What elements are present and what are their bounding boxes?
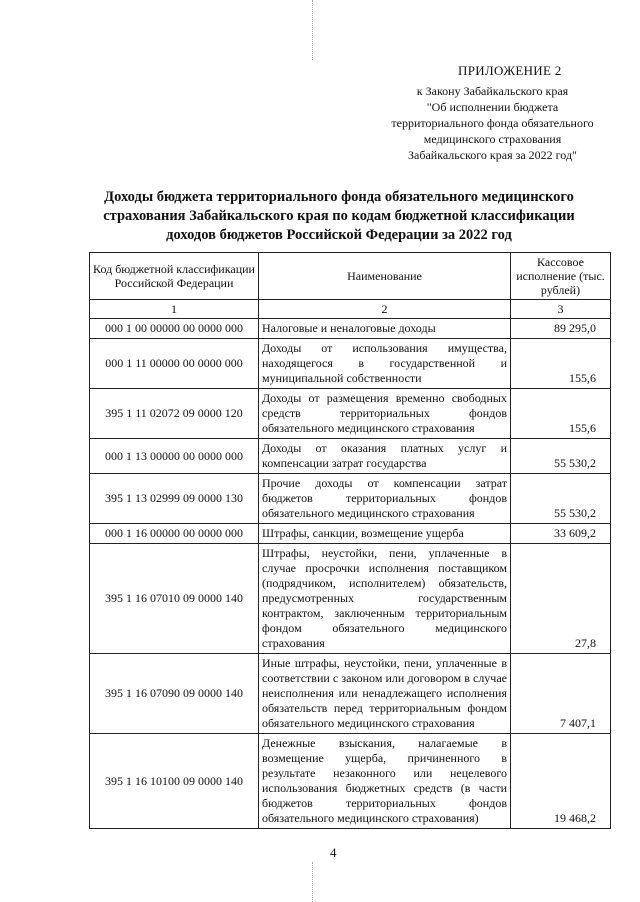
name-cell: Доходы от оказания платных услуг и компенсации затрат государства [259,439,511,474]
name-cell: Денежные взыскания, налагаемые в возмещение ущерба, причиненного в результате незаконного или нецелевого использования бюджетных средств (в части бюджетов территориальных фондов обязательного медицинского страхования) [259,734,511,829]
table-body [90,319,611,829]
reference-line: к Закону Забайкальского края [416,84,569,98]
code-cell: 000 1 13 00000 00 0000 000 [90,439,259,474]
reference-line: "Об исполнении бюджета [426,100,559,114]
page-number: 4 [330,845,337,860]
document-title [84,188,594,245]
amount-cell: 155,6 [511,339,611,389]
table-row [90,544,611,654]
code-cell: 395 1 11 02072 09 0000 120 [90,389,259,439]
reference-line: медицинского страхования [423,132,562,146]
scan-fold-line [312,862,313,902]
title-line: страхования Забайкальского края по кодам бюджетной классификации [103,208,575,224]
name-cell: Иные штрафы, неустойки, пени, уплаченные в соответствии с законом или договором в случае неисполнения или ненадлежащего исполнения обязательств перед территориальным фондом обязательного медицинского страхования [259,654,511,734]
name-cell: Штрафы, неустойки, пени, уплаченные в случае просрочки исполнения поставщиком (подрядчиком, исполнителем) обязательств, предусмотренных государственным контрактом, заключенным территориальным фондом обязательного медицинского страхования [259,544,511,654]
name-cell: Штрафы, санкции, возмещение ущерба [259,524,511,544]
name-cell: Прочие доходы от компенсации затрат бюджетов территориальных фондов обязательного медицинского страхования [259,474,511,524]
name-cell: Налоговые и неналоговые доходы [259,319,511,339]
table-row [90,654,611,734]
title-line: Доходы бюджета территориального фонда обязательного медицинского [104,189,574,205]
code-cell: 395 1 13 02999 09 0000 130 [90,474,259,524]
column-number: 3 [511,300,611,319]
table-row [90,474,611,524]
appendix-reference [370,83,615,163]
code-cell: 395 1 16 10100 09 0000 140 [90,734,259,829]
column-number: 2 [259,300,511,319]
code-cell: 000 1 00 00000 00 0000 000 [90,319,259,339]
table-row [90,389,611,439]
table-row [90,319,611,339]
revenue-table [89,252,611,829]
appendix-title: ПРИЛОЖЕНИЕ 2 [458,63,562,78]
column-number: 1 [90,300,259,319]
header-amount: Кассовое исполнение (тыс. рублей) [511,253,611,300]
table-row [90,734,611,829]
code-cell: 395 1 16 07010 09 0000 140 [90,544,259,654]
amount-cell: 19 468,2 [511,734,611,829]
amount-cell: 33 609,2 [511,524,611,544]
amount-cell: 55 530,2 [511,474,611,524]
header-code: Код бюджетной классификации Российской Федерации [90,253,259,300]
table-row [90,439,611,474]
reference-line: Забайкальского края за 2022 год" [408,148,577,162]
scan-fold-line [312,0,313,60]
code-cell: 000 1 16 00000 00 0000 000 [90,524,259,544]
amount-cell: 7 407,1 [511,654,611,734]
table-row [90,524,611,544]
title-line: доходов бюджетов Российской Федерации за 2022 год [166,227,512,243]
column-number-row [90,300,611,319]
reference-line: территориального фонда обязательного [391,116,594,130]
code-cell: 000 1 11 00000 00 0000 000 [90,339,259,389]
amount-cell: 55 530,2 [511,439,611,474]
amount-cell: 155,6 [511,389,611,439]
amount-cell: 27,8 [511,544,611,654]
name-cell: Доходы от размещения временно свободных средств территориальных фондов обязательного медицинского страхования [259,389,511,439]
table-row [90,339,611,389]
table-header-row [90,253,611,300]
header-name: Наименование [259,253,511,300]
name-cell: Доходы от использования имущества, находящегося в государственной и муниципальной собственности [259,339,511,389]
amount-cell: 89 295,0 [511,319,611,339]
code-cell: 395 1 16 07090 09 0000 140 [90,654,259,734]
